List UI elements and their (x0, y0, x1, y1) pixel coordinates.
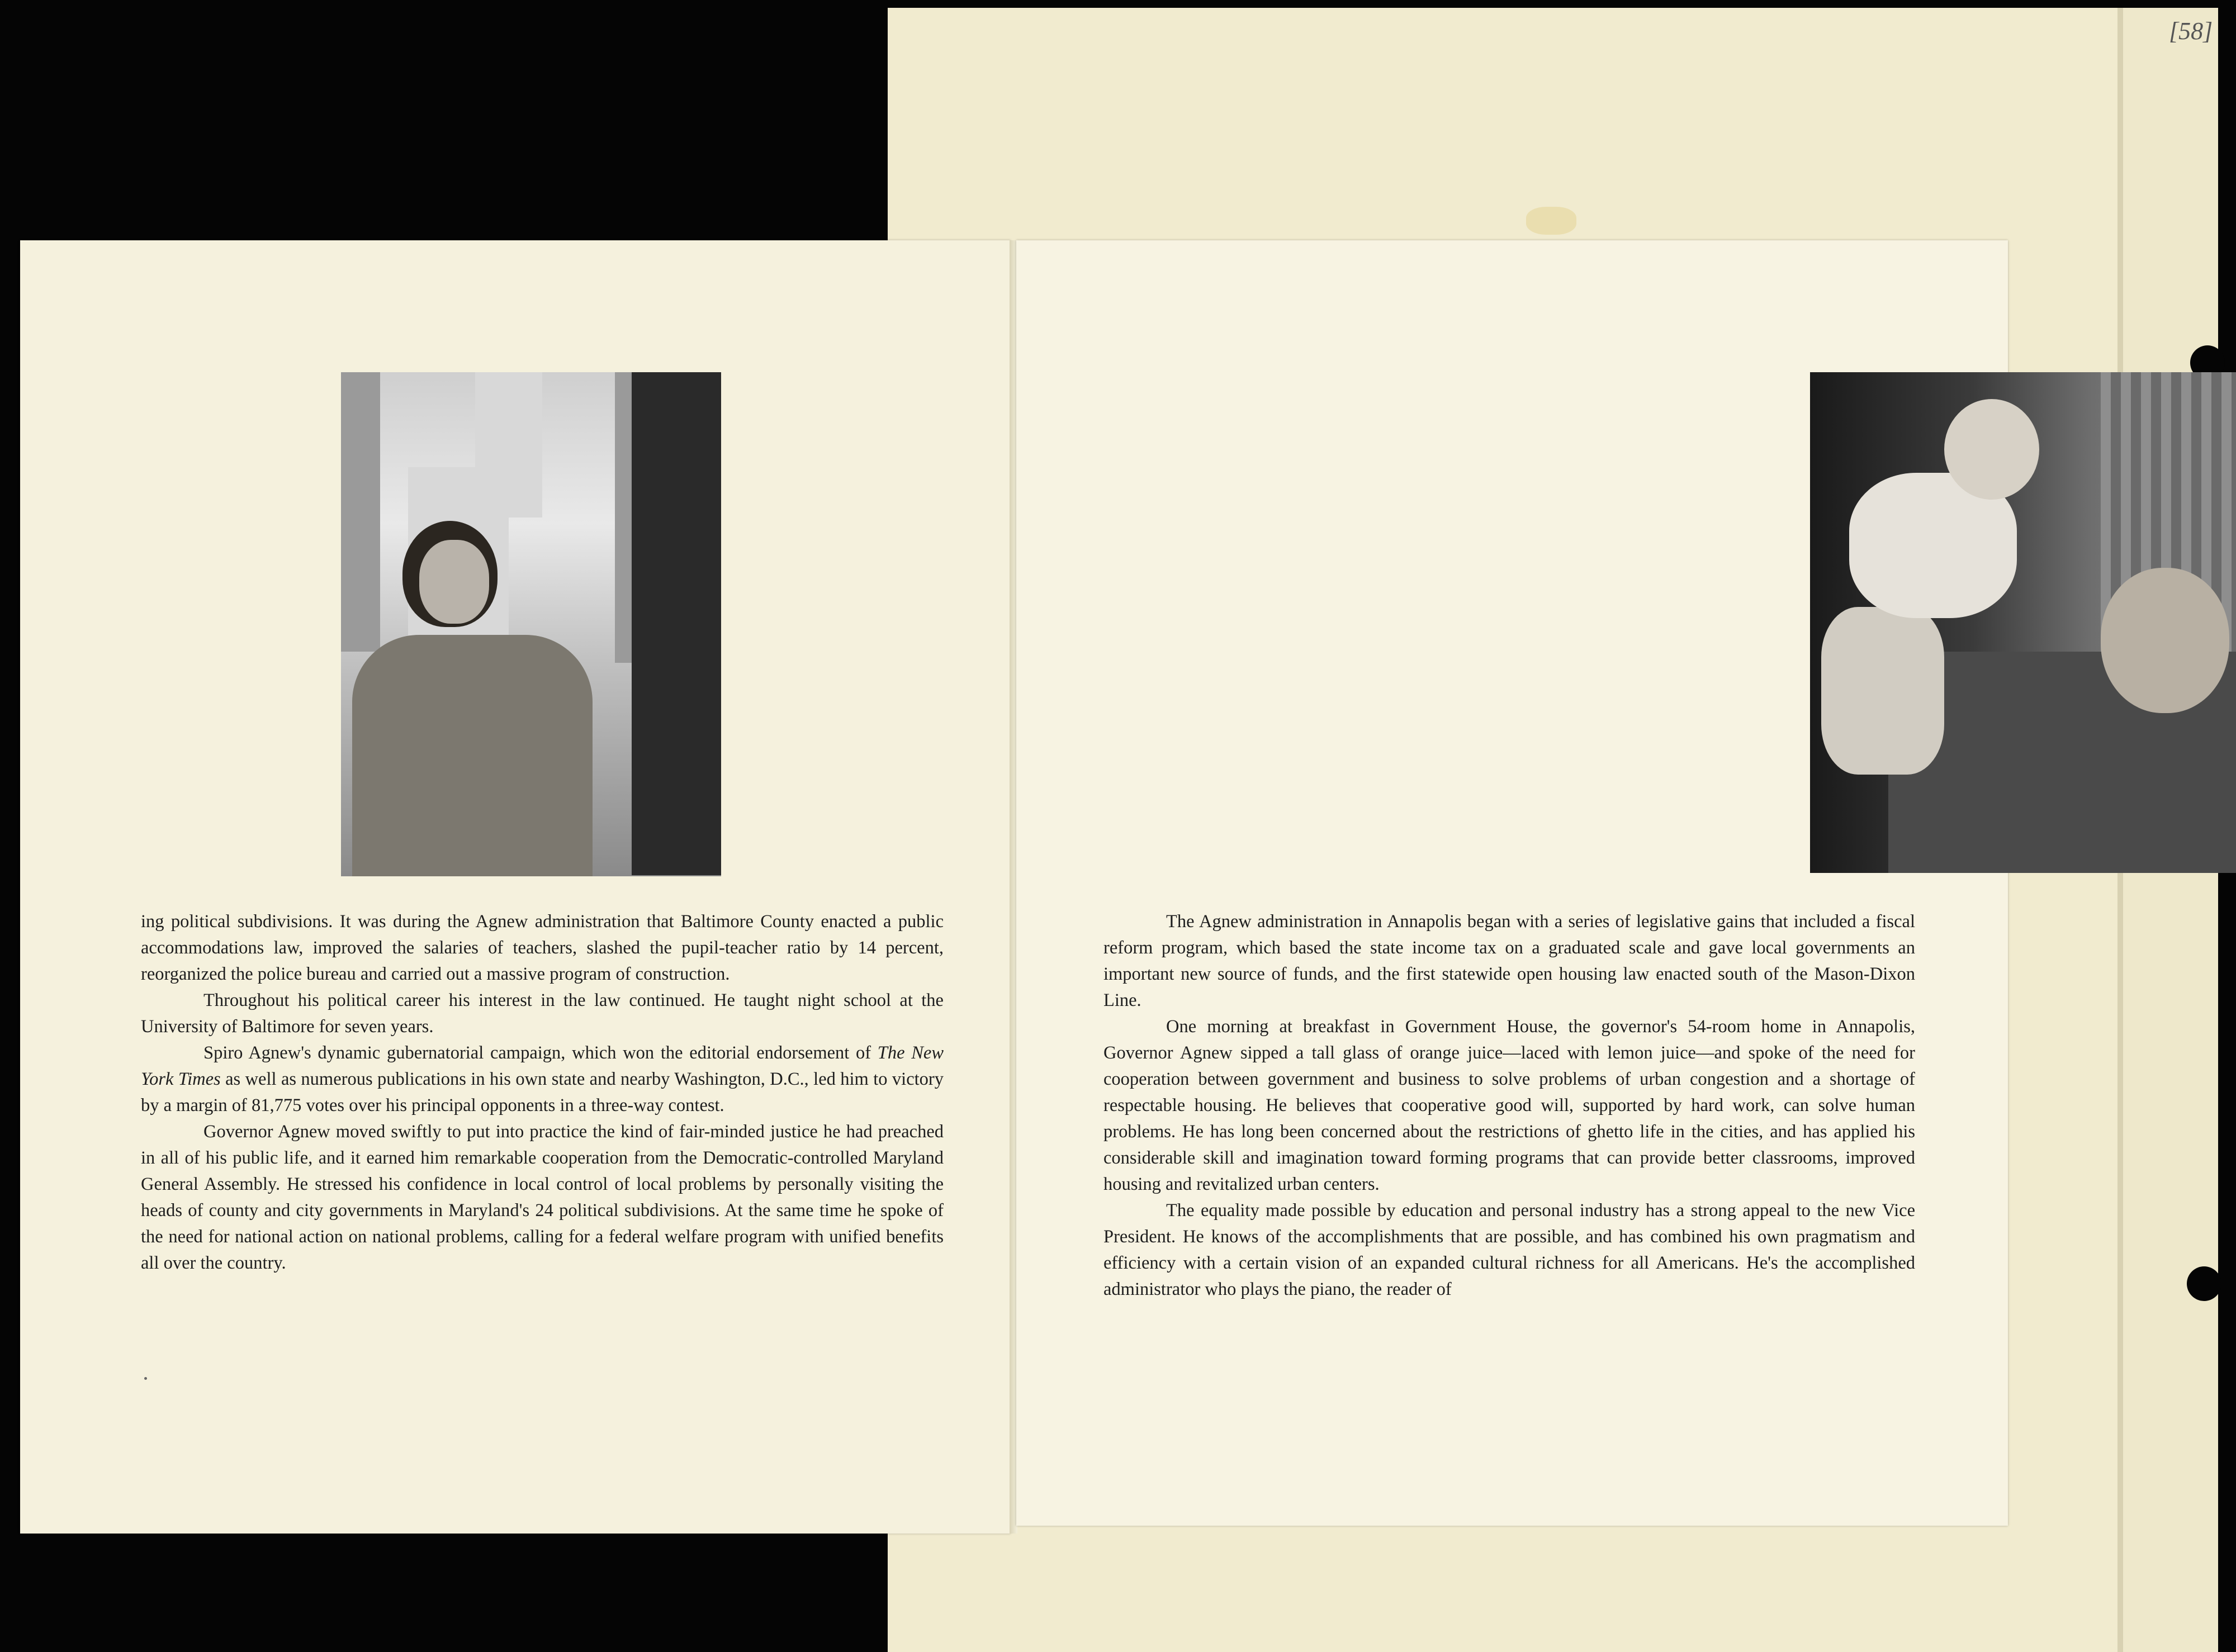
woman-dress (352, 635, 593, 876)
paragraph: ing political subdivisions. It was during the Agnew administration that Baltimore County enacted a public accommodations law, improved the salaries of teachers, slashed the pupil-teacher ratio by 14 percent, reorganized the police bureau and carried out a massive program of construction. (141, 912, 944, 984)
right-page (1016, 240, 2008, 1526)
newspaper-title: The New York Times (141, 1043, 944, 1089)
woman-photo (341, 372, 721, 876)
baby-legs (1821, 607, 1944, 775)
man-head (2101, 568, 2229, 713)
paragraph: Governor Agnew moved swiftly to put into practice the kind of fair-minded justice he had preached in all of his public life, and it earned him remarkable cooperation from the Democratic-controlled Maryland General Assembly. He stressed his confidence in local control of local problems by personally visiting the heads of county and city governments in Maryland's 24 political subdivisions. At the same time he spoke of the need for national action on national problems, calling for a federal welfare program with unified benefits all over the country. (141, 1122, 944, 1273)
paragraph: Spiro Agnew's dynamic gubernatorial campaign, which won the editorial endorsement of The New York Times as well as numerous publications in his own state and nearby Washington, D.C., led him to victory by a margin of 81,775 votes over his principal opponents in a three-way contest. (141, 1043, 944, 1115)
paragraph: The Agnew administration in Annapolis began with a series of legislative gains that included a fiscal reform program, which based the state income tax on a graduated scale and gave local governments an important new source of funds, and the first statewide open housing law enacted south of the Mason-Dixon Line. (1103, 912, 1915, 1010)
left-page (20, 240, 1011, 1534)
left-body-text (141, 909, 944, 1276)
paragraph: Throughout his political career his interest in the law continued. He taught night school at the University of Baltimore for seven years. (141, 990, 944, 1037)
baby-head (1944, 399, 2039, 500)
man-with-baby-photo (1810, 372, 2236, 873)
paragraph: One morning at breakfast in Government House, the governor's 54-room home in Annapolis, Governor Agnew sipped a tall glass of orange juice—laced with lemon juice—and spoke of the need for cooperation between government and business to solve problems of urban congestion and a shortage of respectable housing. He believes that cooperative good will, supported by hard work, can solve human problems. He has long been concerned about the restrictions of ghetto life in the cities, and has applied his considerable skill and imagination toward forming programs that can provide better classrooms, improved housing and revitalized urban centers. (1103, 1017, 1915, 1194)
page-mark (144, 1377, 147, 1380)
paper-stain (1526, 207, 1576, 235)
right-body-text (1103, 909, 1915, 1303)
paragraph: The equality made possible by education and personal industry has a strong appeal to the new Vice President. He knows of the accomplishments that are possible, and has combined his own pragmatism and efficiency with a certain vision of an expanded cultural richness for all Americans. He's the accomplished administrator who plays the piano, the reader of (1103, 1200, 1915, 1299)
binder-hole-bottom (2187, 1266, 2221, 1301)
woman-face (419, 540, 489, 624)
archive-page-number: [58] (2169, 17, 2213, 45)
